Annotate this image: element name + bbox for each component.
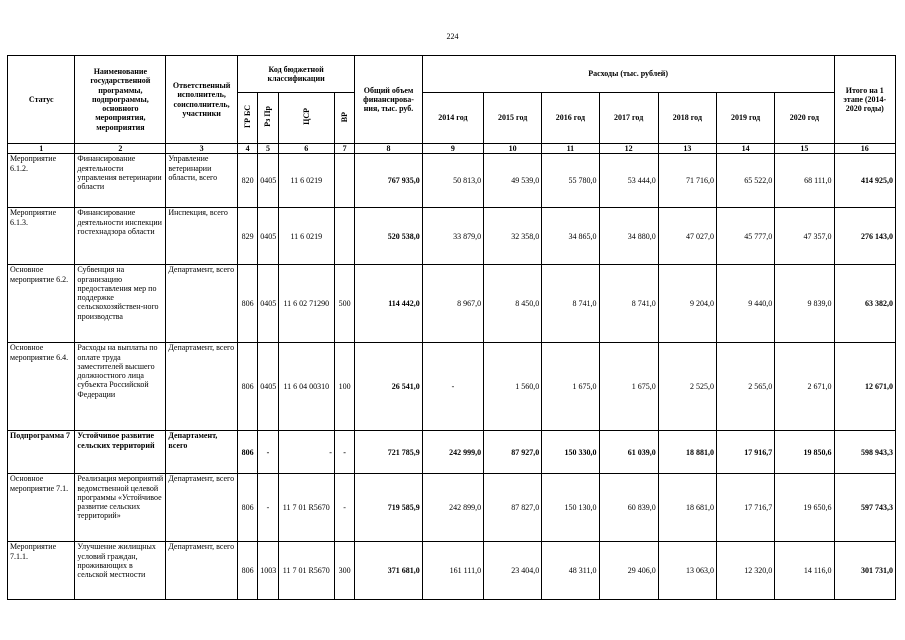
column-number: 8 [355, 144, 422, 154]
cell-rzpr: 0405 [258, 154, 278, 208]
cell-csr: 11 6 0219 [278, 154, 334, 208]
cell-year-2019: 12 320,0 [716, 542, 774, 600]
cell-status: Мероприятие 6.1.3. [8, 208, 75, 265]
header-vr: ВР [334, 93, 354, 144]
cell-vr [334, 154, 354, 208]
column-number: 11 [542, 144, 599, 154]
table-row [8, 542, 896, 600]
header-total-volume: Общий объем финансирова-ния, тыс. руб. [355, 56, 422, 144]
header-year-2017: 2017 год [599, 93, 658, 144]
cell-total: 114 442,0 [355, 265, 422, 343]
cell-year-2015: 8 450,0 [484, 265, 542, 343]
budget-table [7, 55, 896, 600]
header-stage-total: Итого на 1 этапе (2014-2020 годы) [834, 56, 895, 144]
cell-year-2014: 161 111,0 [422, 542, 483, 600]
cell-status: Мероприятие 6.1.2. [8, 154, 75, 208]
header-year-2019: 2019 год [716, 93, 774, 144]
cell-stage-total: 12 671,0 [834, 343, 895, 431]
cell-year-2018: 18 681,0 [658, 474, 716, 542]
cell-stage-total: 63 382,0 [834, 265, 895, 343]
cell-rzpr: - [258, 431, 278, 474]
cell-executor: Департамент, всего [166, 265, 238, 343]
column-number: 5 [258, 144, 278, 154]
column-number: 1 [8, 144, 75, 154]
cell-name: Улучшение жилищных условий граждан, проживающих в сельской местности [75, 542, 166, 600]
cell-name: Реализация мероприятий ведомственной целевой программы «Устойчивое развитие сельских территорий» [75, 474, 166, 542]
column-number: 12 [599, 144, 658, 154]
cell-status: Основное мероприятие 6.4. [8, 343, 75, 431]
cell-year-2020: 2 671,0 [775, 343, 834, 431]
page-number: 224 [446, 32, 459, 41]
table-row [8, 154, 896, 208]
cell-name: Расходы на выплаты по оплате труда заместителей высшего должностного лица субъекта Российской Федерации [75, 343, 166, 431]
cell-executor: Департамент, всего [166, 542, 238, 600]
header-grbs: ГР БС [237, 93, 257, 144]
header-rzpr: Рз Пр [258, 93, 278, 144]
cell-year-2018: 2 525,0 [658, 343, 716, 431]
column-number: 16 [834, 144, 895, 154]
header-expenses: Расходы (тыс. рублей) [422, 56, 834, 93]
header-year-2014: 2014 год [422, 93, 483, 144]
cell-executor: Управление ветеринарии области, всего [166, 154, 238, 208]
header-year-2016: 2016 год [542, 93, 599, 144]
cell-year-2020: 68 111,0 [775, 154, 834, 208]
cell-status: Подпрограмма 7 [8, 431, 75, 474]
cell-year-2015: 23 404,0 [484, 542, 542, 600]
cell-total: 520 538,0 [355, 208, 422, 265]
header-executor: Ответственный исполнитель, соисполнитель, участники [166, 56, 238, 144]
cell-year-2014: 8 967,0 [422, 265, 483, 343]
cell-year-2018: 71 716,0 [658, 154, 716, 208]
table-row [8, 265, 896, 343]
header-year-2020: 2020 год [775, 93, 834, 144]
cell-year-2017: 60 839,0 [599, 474, 658, 542]
cell-stage-total: 276 143,0 [834, 208, 895, 265]
cell-year-2020: 47 357,0 [775, 208, 834, 265]
cell-rzpr: - [258, 474, 278, 542]
cell-year-2016: 1 675,0 [542, 343, 599, 431]
cell-year-2019: 65 522,0 [716, 154, 774, 208]
cell-grbs: 820 [237, 154, 257, 208]
column-number-row [8, 144, 896, 154]
cell-year-2016: 150 330,0 [542, 431, 599, 474]
table-row [8, 343, 896, 431]
table-row [8, 208, 896, 265]
cell-total: 719 585,9 [355, 474, 422, 542]
cell-grbs: 806 [237, 265, 257, 343]
cell-executor: Департамент, всего [166, 431, 238, 474]
column-number: 4 [237, 144, 257, 154]
cell-year-2016: 8 741,0 [542, 265, 599, 343]
cell-status: Основное мероприятие 6.2. [8, 265, 75, 343]
cell-total: 721 785,9 [355, 431, 422, 474]
cell-csr: 11 6 02 71290 [278, 265, 334, 343]
cell-csr: 11 7 01 R5670 [278, 542, 334, 600]
table-row [8, 474, 896, 542]
cell-year-2015: 87 827,0 [484, 474, 542, 542]
cell-vr: 300 [334, 542, 354, 600]
cell-rzpr: 0405 [258, 265, 278, 343]
cell-rzpr: 0405 [258, 208, 278, 265]
cell-year-2014: 242 899,0 [422, 474, 483, 542]
cell-year-2018: 13 063,0 [658, 542, 716, 600]
cell-csr: 11 6 0219 [278, 208, 334, 265]
cell-year-2018: 18 881,0 [658, 431, 716, 474]
cell-year-2017: 34 880,0 [599, 208, 658, 265]
column-number: 15 [775, 144, 834, 154]
cell-name: Устойчивое развитие сельских территорий [75, 431, 166, 474]
cell-year-2016: 55 780,0 [542, 154, 599, 208]
header-csr: ЦСР [278, 93, 334, 144]
cell-name: Финансирование деятельности инспекции гостехнадзора области [75, 208, 166, 265]
column-number: 14 [716, 144, 774, 154]
cell-status: Основное мероприятие 7.1. [8, 474, 75, 542]
cell-rzpr: 1003 [258, 542, 278, 600]
cell-year-2020: 19 650,6 [775, 474, 834, 542]
cell-csr: 11 6 04 00310 [278, 343, 334, 431]
cell-executor: Департамент, всего [166, 343, 238, 431]
cell-name: Субвенция на организацию предоставления мер по поддержке сельскохозяйствен-ного производства [75, 265, 166, 343]
cell-grbs: 806 [237, 542, 257, 600]
cell-year-2019: 17 716,7 [716, 474, 774, 542]
cell-vr: 100 [334, 343, 354, 431]
column-number: 6 [278, 144, 334, 154]
cell-year-2016: 150 130,0 [542, 474, 599, 542]
cell-vr [334, 208, 354, 265]
cell-stage-total: 414 925,0 [834, 154, 895, 208]
column-number: 2 [75, 144, 166, 154]
cell-year-2017: 1 675,0 [599, 343, 658, 431]
cell-year-2020: 9 839,0 [775, 265, 834, 343]
cell-year-2017: 29 406,0 [599, 542, 658, 600]
cell-year-2015: 32 358,0 [484, 208, 542, 265]
cell-csr: 11 7 01 R5670 [278, 474, 334, 542]
header-year-2018: 2018 год [658, 93, 716, 144]
cell-vr: - [334, 431, 354, 474]
cell-year-2015: 49 539,0 [484, 154, 542, 208]
table-row [8, 431, 896, 474]
cell-year-2015: 1 560,0 [484, 343, 542, 431]
cell-executor: Инспекция, всего [166, 208, 238, 265]
cell-rzpr: 0405 [258, 343, 278, 431]
cell-year-2019: 17 916,7 [716, 431, 774, 474]
cell-year-2014: - [422, 343, 483, 431]
cell-year-2017: 61 039,0 [599, 431, 658, 474]
column-number: 10 [484, 144, 542, 154]
cell-status: Мероприятие 7.1.1. [8, 542, 75, 600]
cell-year-2017: 53 444,0 [599, 154, 658, 208]
cell-executor: Департамент, всего [166, 474, 238, 542]
header-bcc: Код бюджетной классификации [237, 56, 354, 93]
cell-year-2020: 19 850,6 [775, 431, 834, 474]
cell-year-2016: 34 865,0 [542, 208, 599, 265]
cell-year-2019: 45 777,0 [716, 208, 774, 265]
cell-total: 371 681,0 [355, 542, 422, 600]
cell-total: 767 935,0 [355, 154, 422, 208]
cell-name: Финансирование деятельности управления ветеринарии области [75, 154, 166, 208]
cell-stage-total: 301 731,0 [834, 542, 895, 600]
header-year-2015: 2015 год [484, 93, 542, 144]
cell-year-2014: 242 999,0 [422, 431, 483, 474]
cell-vr: 500 [334, 265, 354, 343]
cell-csr: - [278, 431, 334, 474]
cell-total: 26 541,0 [355, 343, 422, 431]
header-status: Статус [8, 56, 75, 144]
cell-year-2014: 50 813,0 [422, 154, 483, 208]
column-number: 7 [334, 144, 354, 154]
cell-year-2016: 48 311,0 [542, 542, 599, 600]
column-number: 13 [658, 144, 716, 154]
column-number: 9 [422, 144, 483, 154]
cell-stage-total: 598 943,3 [834, 431, 895, 474]
cell-grbs: 806 [237, 474, 257, 542]
cell-year-2018: 47 027,0 [658, 208, 716, 265]
cell-year-2019: 9 440,0 [716, 265, 774, 343]
cell-year-2015: 87 927,0 [484, 431, 542, 474]
cell-year-2020: 14 116,0 [775, 542, 834, 600]
cell-year-2019: 2 565,0 [716, 343, 774, 431]
cell-stage-total: 597 743,3 [834, 474, 895, 542]
cell-year-2014: 33 879,0 [422, 208, 483, 265]
cell-year-2017: 8 741,0 [599, 265, 658, 343]
cell-year-2018: 9 204,0 [658, 265, 716, 343]
cell-vr: - [334, 474, 354, 542]
column-number: 3 [166, 144, 238, 154]
cell-grbs: 806 [237, 343, 257, 431]
cell-grbs: 806 [237, 431, 257, 474]
cell-grbs: 829 [237, 208, 257, 265]
header-name: Наименование государственной программы, подпрограммы, основного мероприятия, мероприятия [75, 56, 166, 144]
